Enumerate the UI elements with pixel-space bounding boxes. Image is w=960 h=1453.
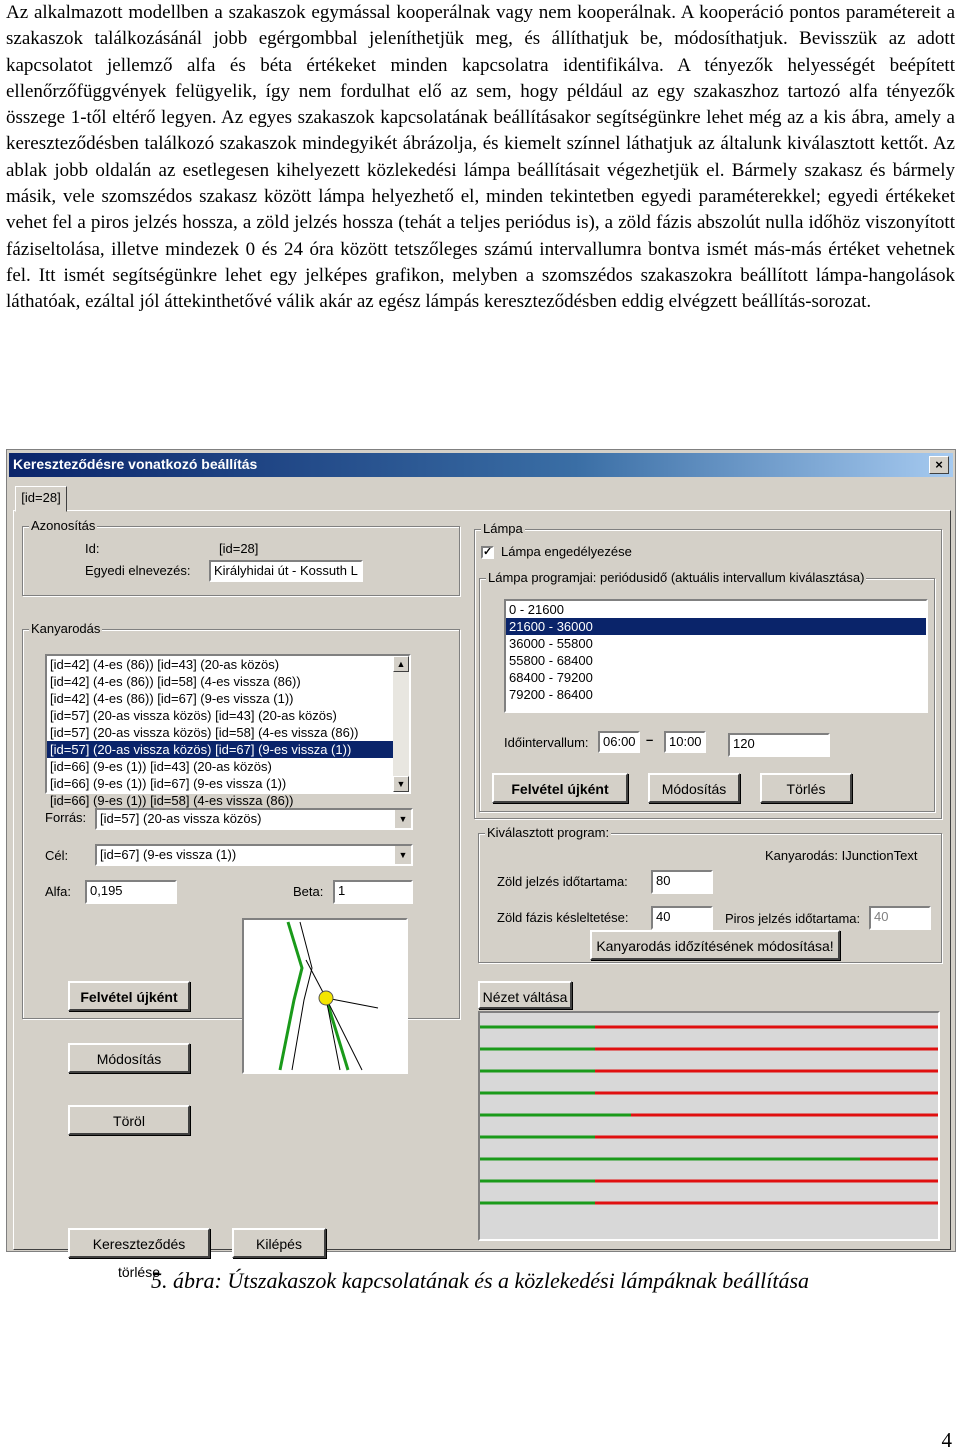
cel-combo[interactable] xyxy=(95,844,413,866)
turn-list-item[interactable]: [id=57] (20-as vissza közös) [id=58] (4-es vissza (86)) xyxy=(50,725,359,740)
modositas-button[interactable]: Módosítás xyxy=(68,1043,190,1073)
close-icon[interactable]: × xyxy=(929,456,949,474)
interval-list-item[interactable]: 21600 - 36000 xyxy=(506,618,926,635)
forras-label: Forrás: xyxy=(45,810,87,825)
forras-combo[interactable] xyxy=(95,808,413,830)
junction-node xyxy=(319,991,333,1005)
tab-panel xyxy=(13,510,951,1280)
interval-from-field[interactable]: 06:00 xyxy=(598,731,640,753)
interval-list-item[interactable]: 36000 - 55800 xyxy=(509,636,593,651)
window-title: Kereszteződésre vonatkozó beállítás xyxy=(13,456,258,472)
lampa-enable-label: Lámpa engedélyezése xyxy=(501,544,632,559)
signal-timeline-svg xyxy=(480,1013,938,1239)
turn-list-item[interactable]: [id=42] (4-es (86)) [id=43] (20-as közös) xyxy=(50,657,280,672)
interval-list-item[interactable]: 0 - 21600 xyxy=(509,602,564,617)
lampa-felvetel-button[interactable]: Felvétel újként xyxy=(492,773,628,803)
id-value: [id=28] xyxy=(219,541,259,556)
name-field[interactable]: Királyhidai út - Kossuth L xyxy=(209,560,363,582)
cel-label: Cél: xyxy=(45,848,69,863)
kilepes-button[interactable]: Kilépés xyxy=(232,1228,326,1258)
turn-list-item[interactable]: [id=66] (9-es (1)) [id=43] (20-as közös) xyxy=(50,759,272,774)
zold-kesleltetes-field[interactable]: 40 xyxy=(651,906,713,930)
azonositas-group xyxy=(22,518,460,596)
kanyarodas-text: Kanyarodás: IJunctionText xyxy=(765,848,918,863)
turn-list-item[interactable]: [id=57] (20-as vissza közös) [id=43] (20-as közös) xyxy=(50,708,337,723)
turn-list-scrollbar[interactable] xyxy=(393,656,409,792)
signal-timeline xyxy=(478,1011,940,1241)
cel-value: [id=67] (9-es vissza (1)) xyxy=(100,847,237,862)
settings-window-screenshot xyxy=(6,449,956,1280)
page-number: 4 xyxy=(941,1428,952,1452)
lampa-program-group xyxy=(479,570,935,812)
interval-list-item[interactable]: 68400 - 79200 xyxy=(509,670,593,685)
lampa-label: Lámpa xyxy=(483,521,523,536)
interval-to-field[interactable]: 10:00 xyxy=(664,731,706,753)
interval-list-item[interactable]: 79200 - 86400 xyxy=(509,687,593,702)
piros-label: Piros jelzés időtartama: xyxy=(725,911,861,926)
kivalasztott-label: Kiválasztott program: xyxy=(487,825,610,840)
junction-diagram xyxy=(244,920,406,1072)
lampa-program-label: Lámpa programjai: periódusidő (aktuális intervallum kiválasztása) xyxy=(488,570,865,585)
figure-caption: 5. ábra: Útszakaszok kapcsolatának és a közlekedési lámpáknak beállítása xyxy=(150,1268,810,1293)
interval-dash: – xyxy=(646,732,654,747)
turn-list-item[interactable]: [id=42] (4-es (86)) [id=58] (4-es vissza (86)) xyxy=(50,674,301,689)
forras-value: [id=57] (20-as vissza közös) xyxy=(100,811,262,826)
interval-listbox[interactable] xyxy=(504,599,928,713)
turn-listbox[interactable] xyxy=(45,654,411,808)
tab-id28[interactable]: [id=28] xyxy=(15,486,67,512)
lampa-modositas-button[interactable]: Módosítás xyxy=(648,773,740,803)
turn-list-item[interactable]: [id=66] (9-es (1)) [id=67] (9-es vissza (1)) xyxy=(50,776,287,791)
chevron-down-icon[interactable]: ▼ xyxy=(394,810,411,828)
name-label: Egyedi elnevezés: xyxy=(85,563,191,578)
nezet-valtasa-button[interactable]: Nézet váltása xyxy=(478,981,572,1009)
window-titlebar xyxy=(9,453,953,477)
zold-idotartam-field[interactable]: 80 xyxy=(651,870,713,894)
beta-field[interactable]: 1 xyxy=(333,880,413,904)
lampa-torles-button[interactable]: Törlés xyxy=(760,773,852,803)
chevron-down-icon[interactable]: ▼ xyxy=(394,846,411,864)
piros-field: 40 xyxy=(869,906,931,930)
id-label: Id: xyxy=(85,541,100,556)
turn-list-item[interactable]: [id=42] (4-es (86)) [id=67] (9-es vissza (1)) xyxy=(50,691,294,706)
scroll-up-icon[interactable]: ▲ xyxy=(393,656,409,672)
turn-list-item[interactable]: [id=66] (9-es (1)) [id=58] (4-es vissza (86)) xyxy=(50,793,294,808)
beta-label: Beta: xyxy=(293,884,324,899)
period-field[interactable]: 120 xyxy=(728,733,830,757)
scroll-down-icon[interactable]: ▼ xyxy=(393,776,409,792)
torol-button[interactable]: Töröl xyxy=(68,1105,190,1135)
alfa-field[interactable]: 0,195 xyxy=(85,880,177,904)
kanyarodas-label: Kanyarodás xyxy=(31,621,101,636)
interval-list-item[interactable]: 55800 - 68400 xyxy=(509,653,593,668)
keresztezodes-torlese-button[interactable]: Kereszteződés törlése xyxy=(68,1228,210,1258)
felvetel-ujkent-button[interactable]: Felvétel újként xyxy=(68,981,190,1011)
lampa-enable-checkbox[interactable]: ✓ xyxy=(483,546,493,558)
body-paragraph: Az alkalmazott modellben a szakaszok egymással kooperálnak vagy nem kooperálnak. A kooperáció pontos paramétereit a szakaszok találkozásánál jobb egérgombbal jeleníthetjük meg, és állíthatjuk be, módosíthatjuk. Bevisszük az adott kapcsolatot jellemző alfa és béta értékeket minden kapcsolatra identifikálva. A tényezők helyességét beépített ellenőrzőfüggvények felügyelik, így nem fordulhat elő az sem, hogy például az egy szakaszhoz tartozó alfa tényezők összege 1-től eltérő legyen. Az egyes szakaszok kapcsolatának beállításakor segítségünkre lehet még az a kis ábra, amely a kereszteződésben találkozó szakaszok mindegyikét ábrázolja, és kiemelt színnel láthatjuk az általunk kiválasztott kettőt. Az ablak jobb oldalán az esetlegesen kihelyezett közlekedési lámpa beállításait végezhetjük el. Bármely szakasz és bármely másik, vele szomszédos szakasz között lámpa helyezhető el, minden tekintetben egyedi paraméterekkel; egyedi értékeket vehet fel a piros jelzés hossza, a zöld jelzés hossza (tehát a teljes periódus is), a zöld fázis abszolút nulla időhöz viszonyított fáziseltolása, illetve mindezek 0 és 24 óra között tetszőleges számú intervallumra bontva ismét más-más értéket vehetnek fel. Itt ismét segítségünkre lehet egy jelképes grafikon, melyben a szomszédos szakaszokra beállított lámpa-hangolások láthatóak, ezáltal jól áttekinthetővé válik akár az egész lámpás kereszteződésben eddig elvégzett beállítás-sorozat. xyxy=(6,2,955,313)
azonositas-label: Azonosítás xyxy=(31,518,96,533)
zold-kesleltetes-label: Zöld fázis késleltetése: xyxy=(497,910,629,925)
turn-list-item[interactable]: [id=57] (20-as vissza közös) [id=67] (9-es vissza (1)) xyxy=(47,741,409,758)
lampa-group xyxy=(474,521,942,819)
alfa-label: Alfa: xyxy=(45,884,72,899)
idointervallum-label: Időintervallum: xyxy=(504,735,589,750)
kanyarodas-idozites-button[interactable]: Kanyarodás időzítésének módosítása! xyxy=(590,930,840,960)
zold-idotartam-label: Zöld jelzés időtartama: xyxy=(497,874,628,889)
junction-map xyxy=(242,918,408,1074)
